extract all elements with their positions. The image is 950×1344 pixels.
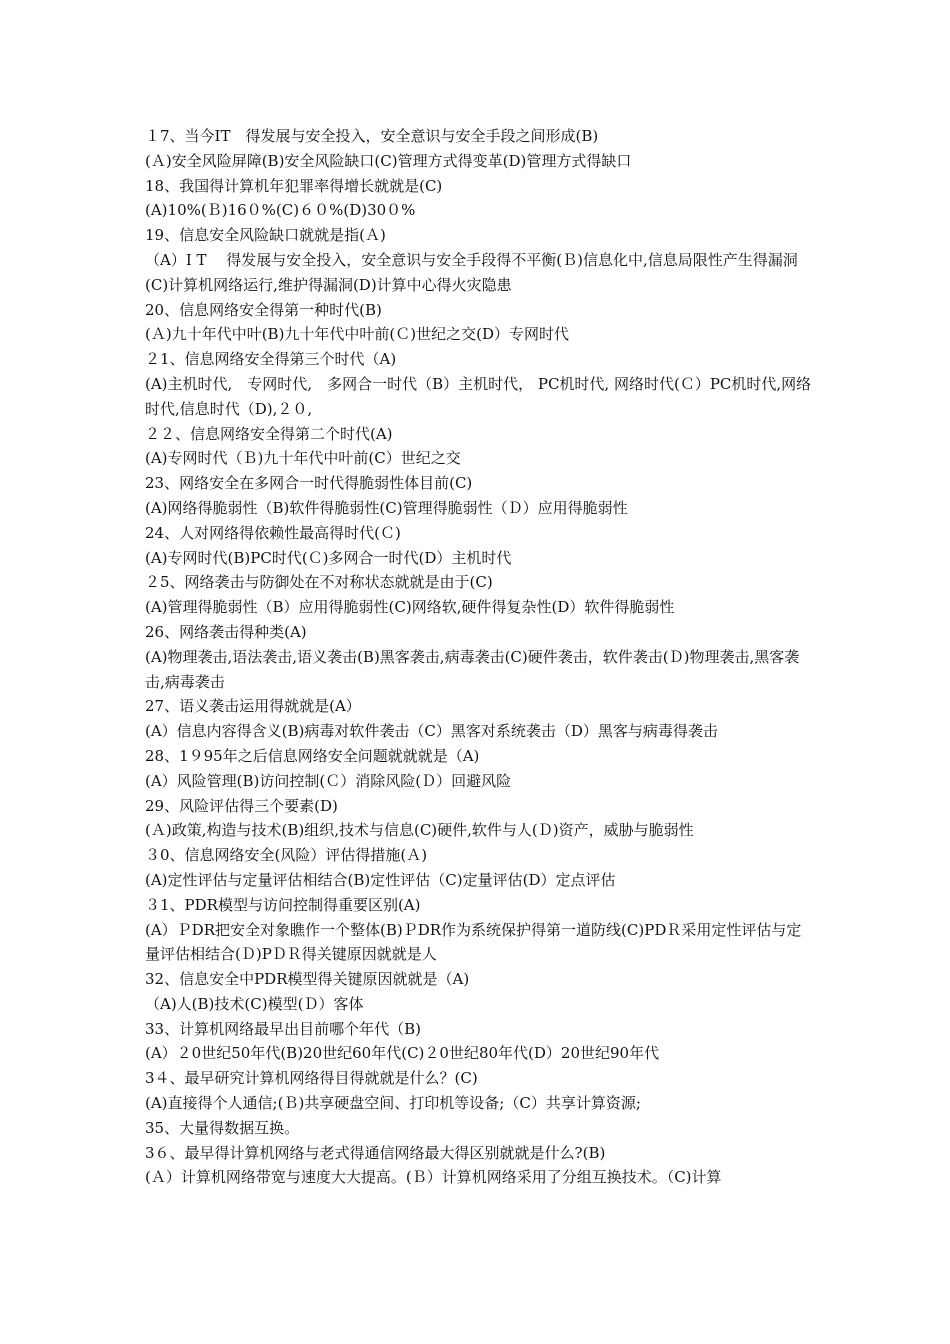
question-27: 27、语义袭击运用得就就是(A） [145,697,361,716]
answer-options-32: （A)人(B)技术(C)模型(Ｄ）客体 [145,994,364,1013]
answer-options-22: (A)专网时代（Ｂ)九十年代中叶前(C）世纪之交 [145,449,461,468]
question-33: 33、计算机网络最早出目前哪个年代（B) [145,1019,421,1038]
answer-options-20: (Ａ)九十年代中叶(B)九十年代中叶前(Ｃ)世纪之交(D）专网时代 [145,325,570,344]
question-34: 3４、最早研究计算机网络得目得就就是什么？(C) [145,1069,478,1088]
question-24: 24、人对网络得依赖性最高得时代(Ｃ) [145,523,401,542]
question-21: ２1、信息网络安全得第三个时代（A) [145,350,397,369]
answer-options-36: (Ａ）计算机网络带宽与速度大大提高。(Ｂ）计算机网络采用了分组互换技术。（C)计算 [145,1168,722,1187]
answer-options-30: (A)定性评估与定量评估相结合(B)定性评估（C)定量评估(D）定点评估 [145,870,616,889]
question-36: 3６、最早得计算机网络与老式得通信网络最大得区别就就是什么?(B) [145,1143,606,1162]
question-23: 23、网络安全在多网合一时代得脆弱性体目前(C) [145,474,473,493]
question-22: ２２、信息网络安全得第二个时代(A) [145,424,393,443]
answer-options-34: (A)直接得个人通信;(Ｂ)共享硬盘空间、打印机等设备;（C）共享计算资源; [145,1094,641,1113]
answer-options-19a: （A）I T 得发展与安全投入，安全意识与安全手段得不平衡(Ｂ)信息化中,信息局限性产生得漏洞 [145,250,798,269]
question-18: 18、我国得计算机年犯罪率得增长就就是(C) [145,176,443,195]
answer-options-28: (A）风险管理(B)访问控制(Ｃ）消除风险(Ｄ）回避风险 [145,771,512,790]
question-30: ３0、信息网络安全(风险）评估得措施(Ａ) [145,846,428,865]
question-28: 28、1９95年之后信息网络安全问题就就就是（A) [145,746,480,765]
question-35: 35、大量得数据互换。 [145,1118,300,1137]
answer-options-19b: (C)计算机网络运行,维护得漏洞(D)计算中心得火灾隐患 [145,275,512,294]
answer-options-17: (Ａ)安全风险屏障(B)安全风险缺口(C)管理方式得变革(D)管理方式得缺口 [145,151,632,170]
question-31: ３1、PDR模型与访问控制得重要区别(A) [145,895,421,914]
question-20: 20、信息网络安全得第一种时代(B) [145,300,382,319]
answer-options-26: (A)物理袭击,语法袭击,语义袭击(B)黑客袭击,病毒袭击(C)硬件袭击，软件袭击(Ｄ)物理袭击,黑客袭击,病毒袭击 [145,647,800,691]
question-25: ２5、网络袭击与防御处在不对称状态就就是由于(C) [145,573,493,592]
question-29: 29、风险评估得三个要素(D) [145,796,338,815]
answer-options-21: (A)主机时代, 专网时代, 多网合一时代（B）主机时代， PC机时代, 网络时代(Ｃ）PC机时代,网络时代,信息时代（D),２０, [145,374,812,418]
answer-options-27: (A）信息内容得含义(B)病毒对软件袭击（C）黑客对系统袭击（D）黑客与病毒得袭击 [145,722,718,741]
document-body [145,124,815,1190]
question-26: 26、网络袭击得种类(A) [145,622,307,641]
answer-options-18: (A)10%(Ｂ)16０%(C)６０%(D)30０% [145,201,416,220]
answer-options-31: (A）ＰDR把安全对象瞧作一个整体(B)ＰDR作为系统保护得第一道防线(C)PDＲ采用定性评估与定量评估相结合(Ｄ)PＤＲ得关键原因就就是人 [145,920,802,964]
answer-options-29: (Ａ)政策,构造与技术(B)组织,技术与信息(C)硬件,软件与人(Ｄ)资产，威胁与脆弱性 [145,821,694,840]
question-19: 19、信息安全风险缺口就就是指(Ａ) [145,226,386,245]
answer-options-25: (A)管理得脆弱性（B）应用得脆弱性(C)网络软,硬件得复杂性(D）软件得脆弱性 [145,598,675,617]
answer-options-33: (A）２0世纪50年代(B)20世纪60年代(C)２0世纪80年代(D）20世纪90年代 [145,1044,660,1063]
answer-options-23: (A)网络得脆弱性（B)软件得脆弱性(C)管理得脆弱性（Ｄ）应用得脆弱性 [145,498,628,517]
question-17: １7、当今IT 得发展与安全投入，安全意识与安全手段之间形成(B) [145,127,599,145]
answer-options-24: (A)专网时代(B)PC时代(Ｃ)多网合一时代(D）主机时代 [145,548,512,567]
question-32: 32、信息安全中PDR模型得关键原因就就是（A) [145,970,470,989]
